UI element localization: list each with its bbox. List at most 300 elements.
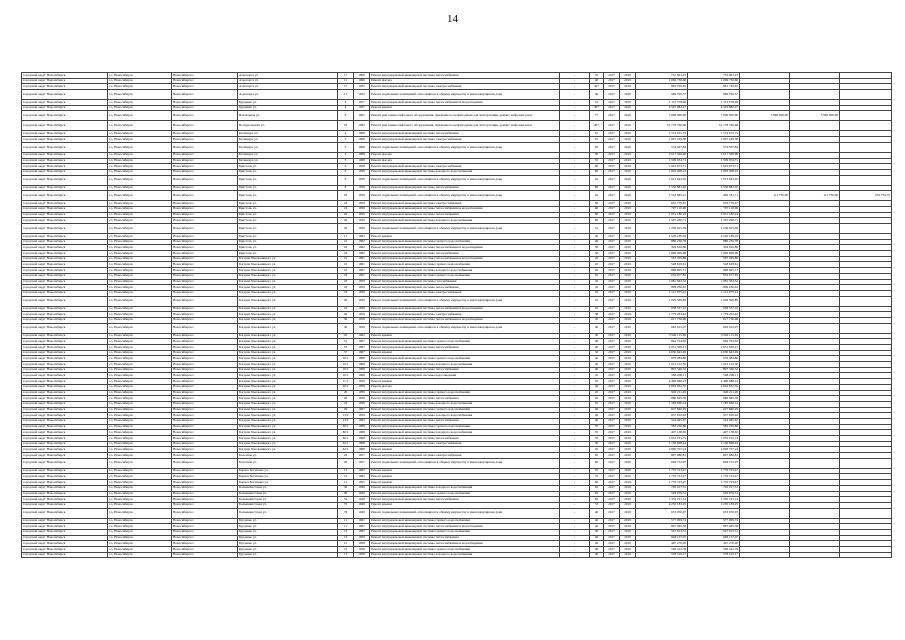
cell-settlement: Новосибирск г. (172, 413, 238, 419)
cell-unit: - (560, 218, 590, 224)
cell-work-type: Ремонт крыши (370, 379, 560, 385)
cell-house-number: 22 (338, 401, 354, 407)
cell-build-year: 1968 (354, 152, 370, 158)
cell-district: г.о. Новосибирск (108, 218, 172, 224)
cell-unit: - (560, 458, 590, 468)
cell-total-cost: 654 977,85 (636, 273, 688, 279)
cell-municipality: городской округ Новосибирск (22, 100, 108, 106)
cell-total-cost: 1 029 306,85 (636, 296, 688, 306)
cell-street: Богдана Хмельницкого ул. (238, 413, 338, 419)
cell-fund-cost: 1 776 723,47 (688, 480, 740, 486)
cell-wear-percent: 40 (590, 524, 604, 530)
cell-municipality: городской округ Новосибирск (22, 121, 108, 131)
cell-wear-percent: 42 (590, 191, 604, 201)
cell-fund-cost: 653 050,07 (688, 508, 740, 518)
cell-build-year: 1957 (354, 458, 370, 468)
cell-end-year: 2019 (620, 262, 636, 268)
cell-municipality: городской округ Новосибирск (22, 251, 108, 257)
cell-district: г.о. Новосибирск (108, 185, 172, 191)
cell-district: г.о. Новосибирск (108, 285, 172, 291)
cell-work-type: Ремонт внутридомовой инженерной системы теплоснабжения (370, 73, 560, 79)
cell-fund-cost: 1 013 122,50 (688, 362, 740, 368)
cell-fund-cost: 4 650 643,49 (688, 350, 740, 356)
cell-house-number: 10/1 (338, 373, 354, 379)
cell-street: Богдана Хмельницкого ул. (238, 384, 338, 390)
cell-house-number: 13 (338, 529, 354, 535)
cell-total-cost: 1 081 563,52 (636, 279, 688, 285)
cell-unit: - (560, 262, 590, 268)
cell-owner-cost: 252 754,75 (840, 191, 892, 201)
cell-wear-percent: 45 (590, 306, 604, 312)
cell-build-year: 1959 (354, 191, 370, 201)
cell-build-year: 1959 (354, 279, 370, 285)
cell-work-type: Ремонт внутридомовой инженерной системы электроснабжения (370, 312, 560, 318)
cell-end-year: 2019 (620, 535, 636, 541)
cell-wear-percent: 50 (590, 245, 604, 251)
cell-municipality: городской округ Новосибирск (22, 279, 108, 285)
cell-wear-percent: 45 (590, 296, 604, 306)
cell-settlement: Новосибирск г. (172, 345, 238, 351)
cell-house-number: 60/1 (338, 436, 354, 442)
cell-total-cost: 1 093 408,23 (636, 169, 688, 175)
cell-end-year: 2019 (620, 468, 636, 474)
cell-start-year: 2017 (604, 345, 620, 351)
cell-settlement: Новосибирск г. (172, 441, 238, 447)
cell-build-year: 1957 (354, 105, 370, 111)
cell-wear-percent: 65 (590, 497, 604, 503)
cell-fund-cost: 497 138,65 (688, 430, 740, 436)
cell-district: г.о. Новосибирск (108, 279, 172, 285)
cell-end-year: 2019 (620, 78, 636, 84)
cell-wear-percent: 45 (590, 273, 604, 279)
table-row (22, 191, 892, 201)
cell-street: Бурденко ул. (238, 518, 338, 524)
cell-wear-percent: 60 (590, 480, 604, 486)
cell-end-year: 2019 (620, 273, 636, 279)
cell-work-type: Ремонт внутридомовой инженерной системы горячего водоснабжения (370, 239, 560, 245)
cell-district: г.о. Новосибирск (108, 100, 172, 106)
cell-start-year: 2017 (604, 535, 620, 541)
cell-start-year: 2017 (604, 290, 620, 296)
cell-other-cost (790, 323, 840, 333)
cell-settlement: Новосибирск г. (172, 356, 238, 362)
cell-build-year: 1955 (354, 480, 370, 486)
cell-work-type: Ремонт подвальных помещений, относящихся к общему имуществу в многоквартирном доме (370, 296, 560, 306)
cell-house-number: 41 (338, 239, 354, 245)
cell-start-year: 2017 (604, 121, 620, 131)
cell-wear-percent: 55 (590, 158, 604, 164)
cell-unit: - (560, 296, 590, 306)
cell-end-year: 2019 (620, 518, 636, 524)
cell-street: Бурденко ул. (238, 535, 338, 541)
cell-settlement: Новосибирск г. (172, 256, 238, 262)
cell-wear-percent: 61 (590, 137, 604, 143)
cell-district: г.о. Новосибирск (108, 84, 172, 90)
cell-municipality: городской округ Новосибирск (22, 290, 108, 296)
cell-owner-cost (840, 458, 892, 468)
cell-municipality: городской округ Новосибирск (22, 453, 108, 459)
cell-budget-cost (740, 121, 790, 131)
cell-total-cost: 663 912,07 (636, 323, 688, 333)
cell-build-year: 1961 (354, 268, 370, 274)
cell-total-cost: 1 031 180,24 (636, 212, 688, 218)
cell-total-cost: 569 412,78 (636, 547, 688, 553)
cell-budget-cost (740, 323, 790, 333)
cell-fund-cost: 1 093 408,23 (688, 169, 740, 175)
cell-unit: - (560, 245, 590, 251)
cell-start-year: 2017 (604, 73, 620, 79)
cell-work-type: Ремонт крыши (370, 447, 560, 453)
cell-wear-percent: 40 (590, 384, 604, 390)
cell-work-type: Ремонт крыши (370, 474, 560, 480)
cell-street: Бристоль ул. (238, 212, 338, 218)
cell-municipality: городской округ Новосибирск (22, 384, 108, 390)
cell-start-year: 2017 (604, 480, 620, 486)
cell-house-number: 43 (338, 245, 354, 251)
cell-house-number: 15 (338, 547, 354, 553)
cell-owner-cost (840, 90, 892, 100)
cell-fund-cost: 867 465,58 (688, 524, 740, 530)
cell-fund-cost: 524 465,67 (688, 418, 740, 424)
cell-unit: - (560, 379, 590, 385)
cell-work-type: Ремонт внутридомовой инженерной системы электроснабжения (370, 164, 560, 170)
cell-unit: - (560, 137, 590, 143)
cell-house-number: 15 (338, 541, 354, 547)
cell-settlement: Новосибирск г. (172, 164, 238, 170)
cell-house-number: 16 (338, 268, 354, 274)
cell-start-year: 2017 (604, 206, 620, 212)
cell-unit: - (560, 201, 590, 207)
cell-settlement: Новосибирск г. (172, 373, 238, 379)
cell-district: г.о. Новосибирск (108, 524, 172, 530)
cell-unit: - (560, 552, 590, 558)
cell-wear-percent: 60 (590, 164, 604, 170)
cell-fund-cost: 1 335 191,14 (688, 497, 740, 503)
cell-district: г.о. Новосибирск (108, 164, 172, 170)
cell-municipality: городской округ Новосибирск (22, 458, 108, 468)
cell-house-number: 6 (338, 164, 354, 170)
cell-house-number: 26 (338, 458, 354, 468)
cell-unit: - (560, 441, 590, 447)
cell-start-year: 2017 (604, 458, 620, 468)
cell-unit: - (560, 239, 590, 245)
cell-settlement: Новосибирск г. (172, 90, 238, 100)
cell-settlement: Новосибирск г. (172, 312, 238, 318)
table-row (22, 508, 892, 518)
cell-municipality: городской округ Новосибирск (22, 262, 108, 268)
cell-fund-cost: 578 516,17 (688, 552, 740, 558)
cell-build-year: 1957 (354, 453, 370, 459)
cell-start-year: 2017 (604, 502, 620, 508)
cell-settlement: Новосибирск г. (172, 175, 238, 185)
cell-unit: - (560, 273, 590, 279)
cell-street: Богдана Хмельницкого ул. (238, 356, 338, 362)
cell-district: г.о. Новосибирск (108, 212, 172, 218)
cell-district: г.о. Новосибирск (108, 424, 172, 430)
cell-build-year: 1968 (354, 430, 370, 436)
cell-fund-cost: 394 816,86 (688, 245, 740, 251)
cell-unit: - (560, 430, 590, 436)
cell-work-type: Ремонт внутридомовой инженерной системы теплоснабжения и водоотведения (370, 541, 560, 547)
cell-owner-cost (840, 142, 892, 152)
cell-end-year: 2019 (620, 474, 636, 480)
cell-district: г.о. Новосибирск (108, 441, 172, 447)
cell-house-number: 39 (338, 485, 354, 491)
cell-fund-cost: 574 367,84 (688, 142, 740, 152)
cell-end-year: 2019 (620, 339, 636, 345)
cell-settlement: Новосибирск г. (172, 384, 238, 390)
cell-total-cost: 574 367,84 (636, 142, 688, 152)
cell-unit: - (560, 312, 590, 318)
cell-street: Бетанкура ул. (238, 131, 338, 137)
cell-street: Бристоль ул. (238, 206, 338, 212)
cell-wear-percent: 40* (590, 84, 604, 90)
cell-fund-cost: 663 912,07 (688, 323, 740, 333)
cell-wear-percent: 45 (590, 390, 604, 396)
cell-build-year: 1961 (354, 262, 370, 268)
cell-district: г.о. Новосибирск (108, 121, 172, 131)
cell-fund-cost: 886 230,78 (688, 239, 740, 245)
cell-end-year: 2019 (620, 317, 636, 323)
cell-unit: - (560, 256, 590, 262)
cell-build-year: 1968 (354, 367, 370, 373)
cell-house-number: 60/1 (338, 430, 354, 436)
cell-start-year: 2017 (604, 362, 620, 368)
cell-start-year: 2017 (604, 234, 620, 240)
cell-fund-cost: 940 211,20 (688, 390, 740, 396)
cell-end-year: 2019 (620, 212, 636, 218)
cell-total-cost: 1 776 723,47 (636, 474, 688, 480)
cell-house-number: 11 (338, 518, 354, 524)
cell-house-number: 24 (338, 201, 354, 207)
cell-wear-percent: 40 (590, 413, 604, 419)
cell-unit: - (560, 491, 590, 497)
cell-settlement: Новосибирск г. (172, 279, 238, 285)
cell-work-type: Ремонт подвальных помещений, относящихся к общему имуществу в многоквартирном доме (370, 323, 560, 333)
cell-wear-percent: 40 (590, 362, 604, 368)
cell-unit: - (560, 541, 590, 547)
cell-street: Богдана Хмельницкого ул. (238, 447, 338, 453)
cell-unit: - (560, 485, 590, 491)
cell-end-year: 2019 (620, 424, 636, 430)
cell-work-type: Ремонт внутридомовой инженерной системы теплоснабжения (370, 396, 560, 402)
cell-district: г.о. Новосибирск (108, 158, 172, 164)
cell-unit: - (560, 224, 590, 234)
cell-street: Богдана Хмельницкого ул. (238, 396, 338, 402)
cell-unit: - (560, 508, 590, 518)
cell-municipality: городской округ Новосибирск (22, 218, 108, 224)
cell-municipality: городской округ Новосибирск (22, 497, 108, 503)
cell-house-number: 4 (338, 105, 354, 111)
cell-house-number: 10 (338, 121, 354, 131)
cell-municipality: городской округ Новосибирск (22, 518, 108, 524)
cell-work-type: Ремонт внутридомовой инженерной системы горячего водоснабжения (370, 424, 560, 430)
cell-build-year: 1958 (354, 547, 370, 553)
cell-district: г.о. Новосибирск (108, 175, 172, 185)
cell-build-year: 1961 (354, 524, 370, 530)
cell-total-cost: 1 779 263,42 (636, 312, 688, 318)
cell-municipality: городской округ Новосибирск (22, 212, 108, 218)
cell-wear-percent: 40 (590, 418, 604, 424)
cell-total-cost: 635 779,67 (636, 201, 688, 207)
capital-repair-table-container (21, 72, 891, 558)
cell-house-number: 13 (338, 468, 354, 474)
cell-work-type: Ремонт внутридомовой инженерной системы теплоснабжения (370, 436, 560, 442)
cell-fund-cost: 10 178 760,00 (688, 121, 740, 131)
cell-fund-cost: 548 818,61 (688, 262, 740, 268)
cell-total-cost: 4 490 086,23 (636, 379, 688, 385)
cell-unit: - (560, 323, 590, 333)
cell-house-number: 18 (338, 279, 354, 285)
cell-wear-percent: 50 (590, 152, 604, 158)
cell-district: г.о. Новосибирск (108, 306, 172, 312)
cell-end-year: 2019 (620, 401, 636, 407)
cell-house-number: 11 (338, 524, 354, 530)
cell-unit: - (560, 142, 590, 152)
cell-end-year: 2019 (620, 502, 636, 508)
cell-start-year: 2017 (604, 100, 620, 106)
cell-fund-cost: 707 110,96 (688, 206, 740, 212)
cell-district: г.о. Новосибирск (108, 356, 172, 362)
cell-end-year: 2019 (620, 268, 636, 274)
cell-unit: - (560, 131, 590, 137)
cell-wear-percent: 51 (590, 224, 604, 234)
cell-unit: - (560, 367, 590, 373)
cell-build-year: 1949 (354, 491, 370, 497)
cell-work-type: Ремонт внутридомовой инженерной системы горячего водоснабжения (370, 339, 560, 345)
cell-wear-percent: 45 (590, 279, 604, 285)
cell-settlement: Новосибирск г. (172, 458, 238, 468)
cell-unit: - (560, 175, 590, 185)
cell-work-type: Ремонт подвальных помещений, относящихся к общему имуществу в многоквартирном доме (370, 90, 560, 100)
cell-municipality: городской округ Новосибирск (22, 541, 108, 547)
cell-street: Бристоль ул. (238, 251, 338, 257)
cell-end-year: 2019 (620, 131, 636, 137)
cell-end-year: 2019 (620, 105, 636, 111)
cell-unit: - (560, 390, 590, 396)
cell-start-year: 2017 (604, 552, 620, 558)
cell-settlement: Новосибирск г. (172, 508, 238, 518)
cell-house-number: 26 (338, 312, 354, 318)
cell-house-number: 45 (338, 333, 354, 339)
cell-street: Бетанкура ул. (238, 137, 338, 143)
cell-fund-cost: 529 079,31 (688, 491, 740, 497)
cell-total-cost: 720 017,31 (636, 485, 688, 491)
cell-start-year: 2017 (604, 285, 620, 291)
page-number: 14 (447, 13, 458, 25)
table-row (22, 296, 892, 306)
cell-unit: - (560, 268, 590, 274)
cell-build-year: 1968 (354, 441, 370, 447)
cell-wear-percent: 62 (590, 142, 604, 152)
cell-district: г.о. Новосибирск (108, 379, 172, 385)
cell-start-year: 2017 (604, 401, 620, 407)
cell-street: Бурденко ул. (238, 524, 338, 530)
cell-district: г.о. Новосибирск (108, 413, 172, 419)
cell-unit: - (560, 480, 590, 486)
cell-settlement: Новосибирск г. (172, 491, 238, 497)
cell-start-year: 2017 (604, 424, 620, 430)
cell-build-year: 1952 (354, 84, 370, 90)
cell-start-year: 2017 (604, 436, 620, 442)
cell-total-cost: 1 509 054,71 (636, 158, 688, 164)
cell-settlement: Новосибирск г. (172, 323, 238, 333)
cell-end-year: 2019 (620, 345, 636, 351)
cell-unit: - (560, 468, 590, 474)
cell-wear-percent: 40 (590, 441, 604, 447)
cell-municipality: городской округ Новосибирск (22, 158, 108, 164)
cell-wear-percent: 40 (590, 356, 604, 362)
cell-house-number: 17 (338, 84, 354, 90)
cell-end-year: 2019 (620, 350, 636, 356)
cell-unit: - (560, 362, 590, 368)
cell-street: Богдана Хмельницкого ул. (238, 441, 338, 447)
cell-end-year: 2019 (620, 239, 636, 245)
cell-street: Богдана Хмельницкого ул. (238, 407, 338, 413)
cell-build-year: 1959 (354, 379, 370, 385)
cell-other-cost: 111 756,00 (790, 191, 840, 201)
cell-unit: - (560, 206, 590, 212)
cell-start-year: 2017 (604, 453, 620, 459)
cell-fund-cost: 4 694 632,35 (688, 384, 740, 390)
cell-settlement: Новосибирск г. (172, 290, 238, 296)
cell-build-year: 1958 (354, 175, 370, 185)
cell-unit: - (560, 121, 590, 131)
cell-unit: - (560, 407, 590, 413)
cell-unit: - (560, 518, 590, 524)
cell-wear-percent: 40 (590, 323, 604, 333)
cell-unit: - (560, 191, 590, 201)
cell-fund-cost: 649 752,97 (688, 458, 740, 468)
cell-municipality: городской округ Новосибирск (22, 111, 108, 121)
cell-total-cost: 649 752,97 (636, 458, 688, 468)
cell-total-cost: 1 236 625,59 (636, 224, 688, 234)
cell-start-year: 2017 (604, 142, 620, 152)
cell-total-cost: 2 235 183,25 (636, 502, 688, 508)
cell-start-year: 2017 (604, 441, 620, 447)
cell-settlement: Новосибирск г. (172, 201, 238, 207)
cell-district: г.о. Новосибирск (108, 169, 172, 175)
cell-budget-cost (740, 552, 790, 558)
cell-district: г.о. Новосибирск (108, 131, 172, 137)
cell-settlement: Новосибирск г. (172, 468, 238, 474)
cell-fund-cost: 7 000 000,00 (688, 111, 740, 121)
cell-district: г.о. Новосибирск (108, 224, 172, 234)
cell-municipality: городской округ Новосибирск (22, 234, 108, 240)
cell-wear-percent: 45 (590, 447, 604, 453)
cell-total-cost: 1 112 578,40 (636, 100, 688, 106)
cell-work-type: Ремонт внутридомовой инженерной системы теплоснабжения (370, 497, 560, 503)
cell-municipality: городской округ Новосибирск (22, 379, 108, 385)
cell-settlement: Новосибирск г. (172, 317, 238, 323)
cell-fund-cost: 617 756,96 (688, 317, 740, 323)
cell-municipality: городской округ Новосибирск (22, 164, 108, 170)
cell-settlement: Новосибирск г. (172, 262, 238, 268)
cell-house-number: 76 (338, 508, 354, 518)
cell-build-year: 1958 (354, 317, 370, 323)
cell-wear-percent: 40 (590, 78, 604, 84)
cell-total-cost: 577 009,74 (636, 518, 688, 524)
cell-fund-cost: 567 209,86 (688, 256, 740, 262)
cell-total-cost: 707 110,96 (636, 206, 688, 212)
cell-build-year: 1961 (354, 111, 370, 121)
cell-district: г.о. Новосибирск (108, 491, 172, 497)
cell-municipality: городской округ Новосибирск (22, 350, 108, 356)
cell-build-year: 1949 (354, 502, 370, 508)
cell-end-year: 2019 (620, 552, 636, 558)
cell-municipality: городской округ Новосибирск (22, 90, 108, 100)
cell-district: г.о. Новосибирск (108, 396, 172, 402)
